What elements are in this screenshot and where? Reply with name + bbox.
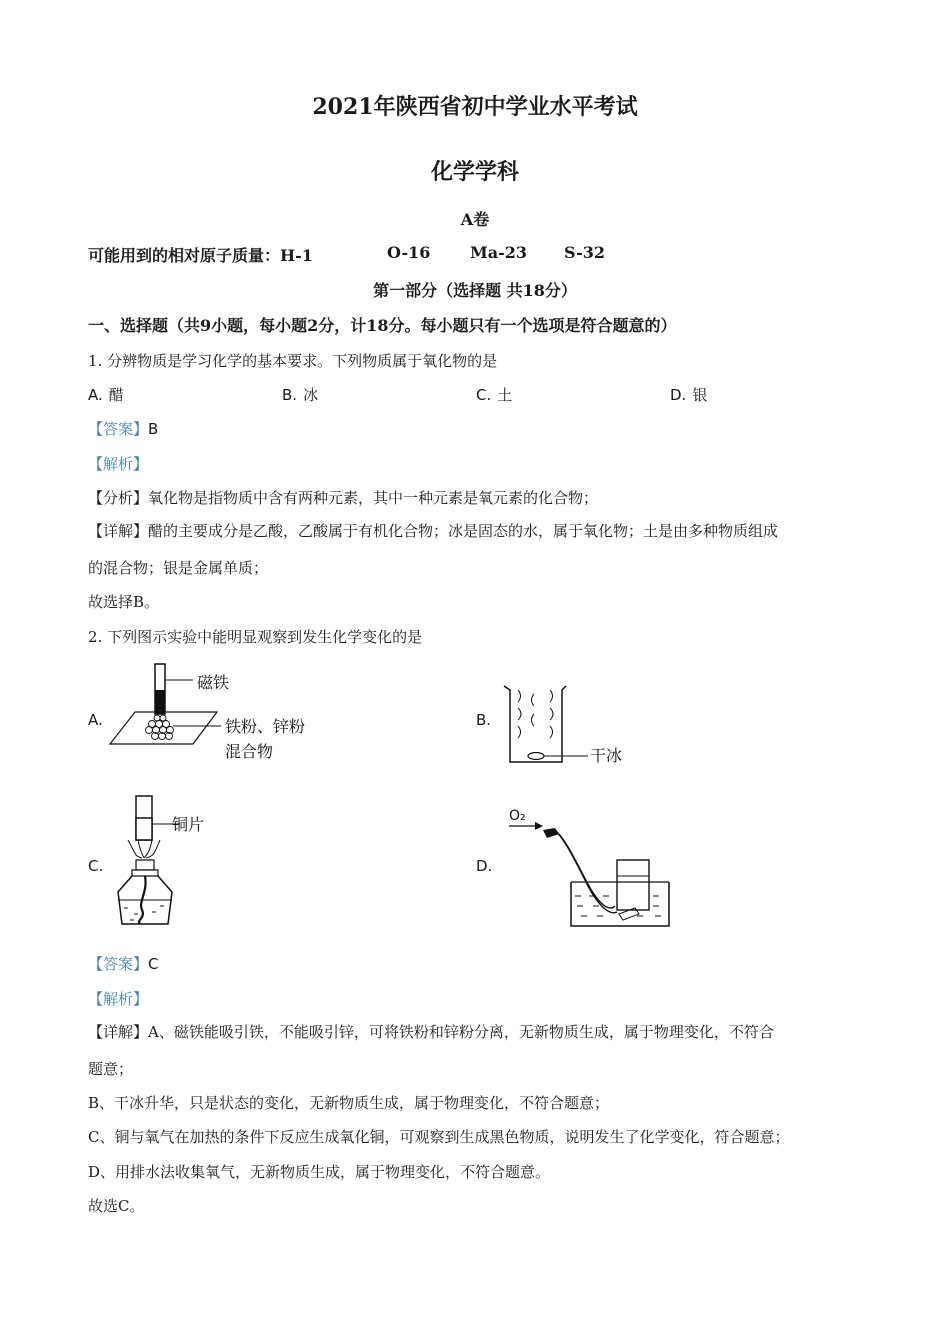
- q2-answer: C: [148, 955, 159, 973]
- atomic-mass-na: Ma-23: [470, 243, 527, 262]
- q2-answer-line: [88, 953, 159, 974]
- q2-detail-b: B、干冰升华，只是状态的变化，无新物质生成，属于物理变化，不符合题意；: [88, 1094, 610, 1112]
- q1-conclusion: 故选择B。: [88, 593, 160, 611]
- figure-b-beaker: [500, 680, 640, 774]
- figure-a-label-mixture: 混合物: [225, 742, 274, 761]
- q1-detail-line2: 的混合物；银是金属单质；: [88, 559, 269, 577]
- figure-a-label-magnet: 磁铁: [197, 673, 230, 692]
- q1-analysis-tag: 【解析】: [88, 455, 149, 473]
- q2-detail-c: C、铜与氧气在加热的条件下反应生成氧化铜，可观察到生成黑色物质，说明发生了化学变化，符合题意；: [88, 1128, 790, 1146]
- q2-option-a-letter: A.: [88, 711, 103, 729]
- q2-answer-tag: 【答案】: [88, 955, 149, 973]
- q1-answer-tag: 【答案】: [88, 420, 149, 438]
- q1-option-d: D. 银: [670, 386, 708, 404]
- q1-answer-line: [88, 418, 158, 439]
- atomic-mass-label: 可能用到的相对原子质量：: [88, 246, 281, 265]
- atomic-mass-s: S-32: [564, 243, 606, 262]
- section-heading: 一、选择题（共9小题，每小题2分，计18分。每小题只有一个选项是符合题意的）: [88, 316, 677, 335]
- figure-d-label-o2: O₂: [509, 808, 526, 824]
- q2-option-c-letter: C.: [88, 857, 104, 875]
- q2-analysis-tag: 【解析】: [88, 990, 149, 1008]
- q1-answer: B: [148, 420, 159, 438]
- volume-label: A卷: [460, 210, 490, 229]
- figure-c-label-copper: 铜片: [172, 815, 205, 834]
- subject-title: 化学学科: [430, 159, 519, 185]
- q2-option-d-letter: D.: [476, 857, 493, 875]
- q2-detail-line1: 【详解】A、磁铁能吸引铁，不能吸引锌，可将铁粉和锌粉分离，无新物质生成，属于物理变化，不符合: [88, 1023, 774, 1041]
- q2-detail-d: D、用排水法收集氧气，无新物质生成，属于物理变化，不符合题意。: [88, 1163, 551, 1181]
- q1-option-c: C. 土: [476, 386, 513, 404]
- q2-stem: 2. 下列图示实验中能明显观察到发生化学变化的是: [88, 628, 423, 646]
- q1-option-b: B. 冰: [282, 386, 319, 404]
- figure-d-water-trough: [505, 800, 675, 936]
- figure-a-magnet: [105, 660, 335, 774]
- q1-option-a: A. 醋: [88, 386, 124, 404]
- atomic-mass-h: H-1: [280, 246, 313, 265]
- q2-option-b-letter: B.: [476, 711, 492, 729]
- part-heading: 第一部分（选择题 共18分）: [373, 281, 577, 300]
- q1-stem: 1. 分辨物质是学习化学的基本要求。下列物质属于氧化物的是: [88, 352, 498, 370]
- q1-fenxi: 【分析】氧化物是指物质中含有两种元素，其中一种元素是氧元素的化合物；: [88, 489, 599, 507]
- q1-detail-line1: 【详解】醋的主要成分是乙酸，乙酸属于有机化合物；冰是固态的水，属于氧化物；土是由多种物质组成: [88, 522, 779, 540]
- figure-b-label-dry-ice: 干冰: [590, 746, 623, 765]
- figure-c-alcohol-lamp: [108, 792, 228, 936]
- q2-conclusion: 故选C。: [88, 1197, 145, 1215]
- q2-detail-line2: 题意；: [88, 1060, 134, 1078]
- exam-title: 2021年陕西省初中学业水平考试: [312, 94, 638, 120]
- atomic-mass-line: [88, 243, 313, 266]
- figure-a-label-powder: 铁粉、锌粉: [225, 717, 306, 736]
- atomic-mass-o: O-16: [387, 243, 431, 262]
